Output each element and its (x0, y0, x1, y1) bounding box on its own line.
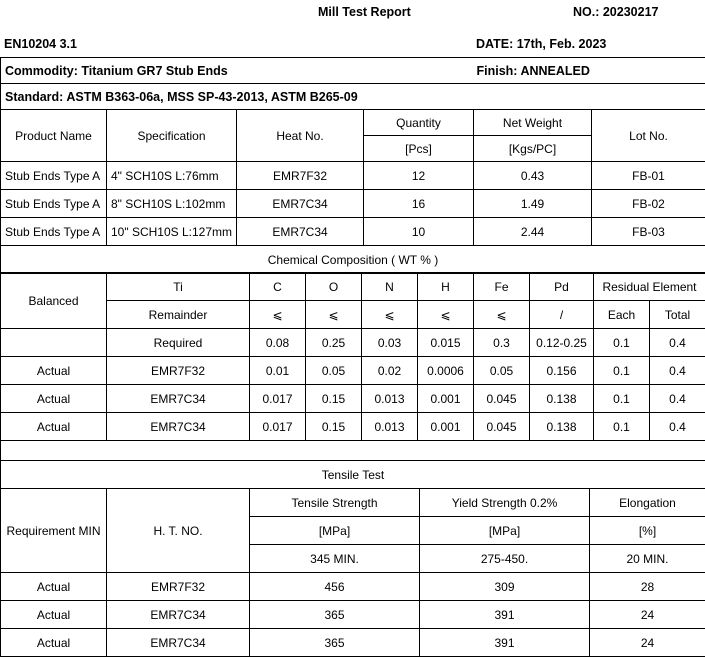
required-value: 0.25 (306, 329, 362, 357)
report-title: Mill Test Report (318, 5, 411, 19)
value-each: 0.1 (594, 357, 650, 385)
table-row (1, 601, 705, 629)
product-table (0, 109, 705, 274)
yield-value: 391 (420, 629, 590, 657)
value-c: 0.01 (250, 357, 306, 385)
value-h: 0.001 (418, 413, 474, 441)
heat-no: EMR7F32 (107, 357, 250, 385)
required-value: 0.1 (594, 329, 650, 357)
table-row (1, 190, 705, 218)
report-date: DATE: 17th, Feb. 2023 (476, 37, 606, 51)
required-value: 0.03 (362, 329, 418, 357)
specification: 8" SCH10S L:102mm (107, 190, 237, 218)
value-n: 0.02 (362, 357, 418, 385)
header-lot-no: Lot No. (592, 110, 705, 162)
element-ti: Ti (107, 273, 250, 301)
product-name: Stub Ends Type A (1, 162, 107, 190)
elongation-value: 28 (590, 573, 705, 601)
requirement-min-label: Requirement MIN (1, 489, 107, 573)
table-row (1, 218, 705, 246)
tensile-table (0, 488, 705, 657)
chemical-table (0, 272, 705, 489)
tensile-value: 365 (250, 601, 420, 629)
required-value: 0.4 (650, 329, 705, 357)
header-tensile-strength: Tensile Strength (250, 489, 420, 517)
value-total: 0.4 (650, 413, 705, 441)
net-weight: 2.44 (474, 218, 592, 246)
required-row (1, 329, 705, 357)
element-fe: Fe (474, 273, 530, 301)
spacer-row (1, 441, 705, 461)
limit-symbol: ⩽ (362, 301, 418, 329)
tensile-value: 365 (250, 629, 420, 657)
header-heat-no: Heat No. (237, 110, 364, 162)
heat-no: EMR7F32 (237, 162, 364, 190)
required-value: 0.015 (418, 329, 474, 357)
value-each: 0.1 (594, 413, 650, 441)
row-label: Actual (1, 629, 107, 657)
residual-each: Each (594, 301, 650, 329)
net-weight: 1.49 (474, 190, 592, 218)
header-quantity: Quantity (364, 110, 474, 136)
lot-no: FB-03 (592, 218, 705, 246)
heat-no: EMR7C34 (107, 601, 250, 629)
value-total: 0.4 (650, 357, 705, 385)
value-fe: 0.045 (474, 385, 530, 413)
required-value: 0.3 (474, 329, 530, 357)
standard: Standard: ASTM B363-06a, MSS SP-43-2013, ASTM B265-09 (1, 84, 705, 110)
element-n: N (362, 273, 418, 301)
value-total: 0.4 (650, 385, 705, 413)
row-label: Actual (1, 601, 107, 629)
elongation-value: 24 (590, 629, 705, 657)
value-fe: 0.05 (474, 357, 530, 385)
empty-cell (1, 329, 107, 357)
specification: 10" SCH10S L:127mm (107, 218, 237, 246)
product-name: Stub Ends Type A (1, 190, 107, 218)
header-net-weight-unit: [Kgs/PC] (474, 136, 592, 162)
limit-symbol: ⩽ (418, 301, 474, 329)
net-weight: 0.43 (474, 162, 592, 190)
residual-total: Total (650, 301, 705, 329)
heat-no: EMR7C34 (237, 218, 364, 246)
heat-no: EMR7C34 (107, 629, 250, 657)
balanced-label: Balanced (1, 273, 107, 329)
value-pd: 0.156 (530, 357, 594, 385)
header-elongation: Elongation (590, 489, 705, 517)
remainder-label: Remainder (107, 301, 250, 329)
value-o: 0.05 (306, 357, 362, 385)
value-h: 0.0006 (418, 357, 474, 385)
table-row (1, 385, 705, 413)
element-pd: Pd (530, 273, 594, 301)
certificate-type: EN10204 3.1 (4, 37, 77, 51)
heat-no: EMR7C34 (107, 413, 250, 441)
required-value: 0.08 (250, 329, 306, 357)
table-row (1, 629, 705, 657)
quantity: 10 (364, 218, 474, 246)
info-table (0, 57, 705, 110)
min-yield: 275-450. (420, 545, 590, 573)
element-c: C (250, 273, 306, 301)
table-row (1, 357, 705, 385)
row-label: Actual (1, 413, 107, 441)
required-label: Required (107, 329, 250, 357)
unit-yield: [MPa] (420, 517, 590, 545)
row-label: Actual (1, 385, 107, 413)
product-name: Stub Ends Type A (1, 218, 107, 246)
heat-no: EMR7F32 (107, 573, 250, 601)
value-n: 0.013 (362, 413, 418, 441)
value-h: 0.001 (418, 385, 474, 413)
commodity: Commodity: Titanium GR7 Stub Ends (1, 58, 473, 84)
elongation-value: 24 (590, 601, 705, 629)
table-row (1, 162, 705, 190)
header-net-weight: Net Weight (474, 110, 592, 136)
value-pd: 0.138 (530, 385, 594, 413)
row-label: Actual (1, 573, 107, 601)
lot-no: FB-01 (592, 162, 705, 190)
limit-symbol: / (530, 301, 594, 329)
value-each: 0.1 (594, 385, 650, 413)
header-product-name: Product Name (1, 110, 107, 162)
quantity: 12 (364, 162, 474, 190)
header-yield-strength: Yield Strength 0.2% (420, 489, 590, 517)
heat-no: EMR7C34 (107, 385, 250, 413)
value-c: 0.017 (250, 385, 306, 413)
tensile-value: 456 (250, 573, 420, 601)
chemical-composition-title: Chemical Composition ( WT % ) (1, 246, 705, 274)
limit-symbol: ⩽ (250, 301, 306, 329)
limit-symbol: ⩽ (474, 301, 530, 329)
report-number: NO.: 20230217 (573, 5, 658, 19)
yield-value: 309 (420, 573, 590, 601)
value-pd: 0.138 (530, 413, 594, 441)
value-n: 0.013 (362, 385, 418, 413)
value-o: 0.15 (306, 413, 362, 441)
quantity: 16 (364, 190, 474, 218)
heat-no: EMR7C34 (237, 190, 364, 218)
element-h: H (418, 273, 474, 301)
residual-element: Residual Element (594, 273, 705, 301)
unit-tensile: [MPa] (250, 517, 420, 545)
value-fe: 0.045 (474, 413, 530, 441)
element-o: O (306, 273, 362, 301)
limit-symbol: ⩽ (306, 301, 362, 329)
specification: 4" SCH10S L:76mm (107, 162, 237, 190)
lot-no: FB-02 (592, 190, 705, 218)
yield-value: 391 (420, 601, 590, 629)
table-row (1, 413, 705, 441)
header-specification: Specification (107, 110, 237, 162)
unit-elongation: [%] (590, 517, 705, 545)
required-value: 0.12-0.25 (530, 329, 594, 357)
min-elongation: 20 MIN. (590, 545, 705, 573)
tensile-test-title: Tensile Test (1, 461, 705, 489)
finish: Finish: ANNEALED (473, 58, 705, 84)
min-tensile: 345 MIN. (250, 545, 420, 573)
table-row (1, 573, 705, 601)
row-label: Actual (1, 357, 107, 385)
value-c: 0.017 (250, 413, 306, 441)
header-quantity-unit: [Pcs] (364, 136, 474, 162)
ht-no-label: H. T. NO. (107, 489, 250, 573)
value-o: 0.15 (306, 385, 362, 413)
